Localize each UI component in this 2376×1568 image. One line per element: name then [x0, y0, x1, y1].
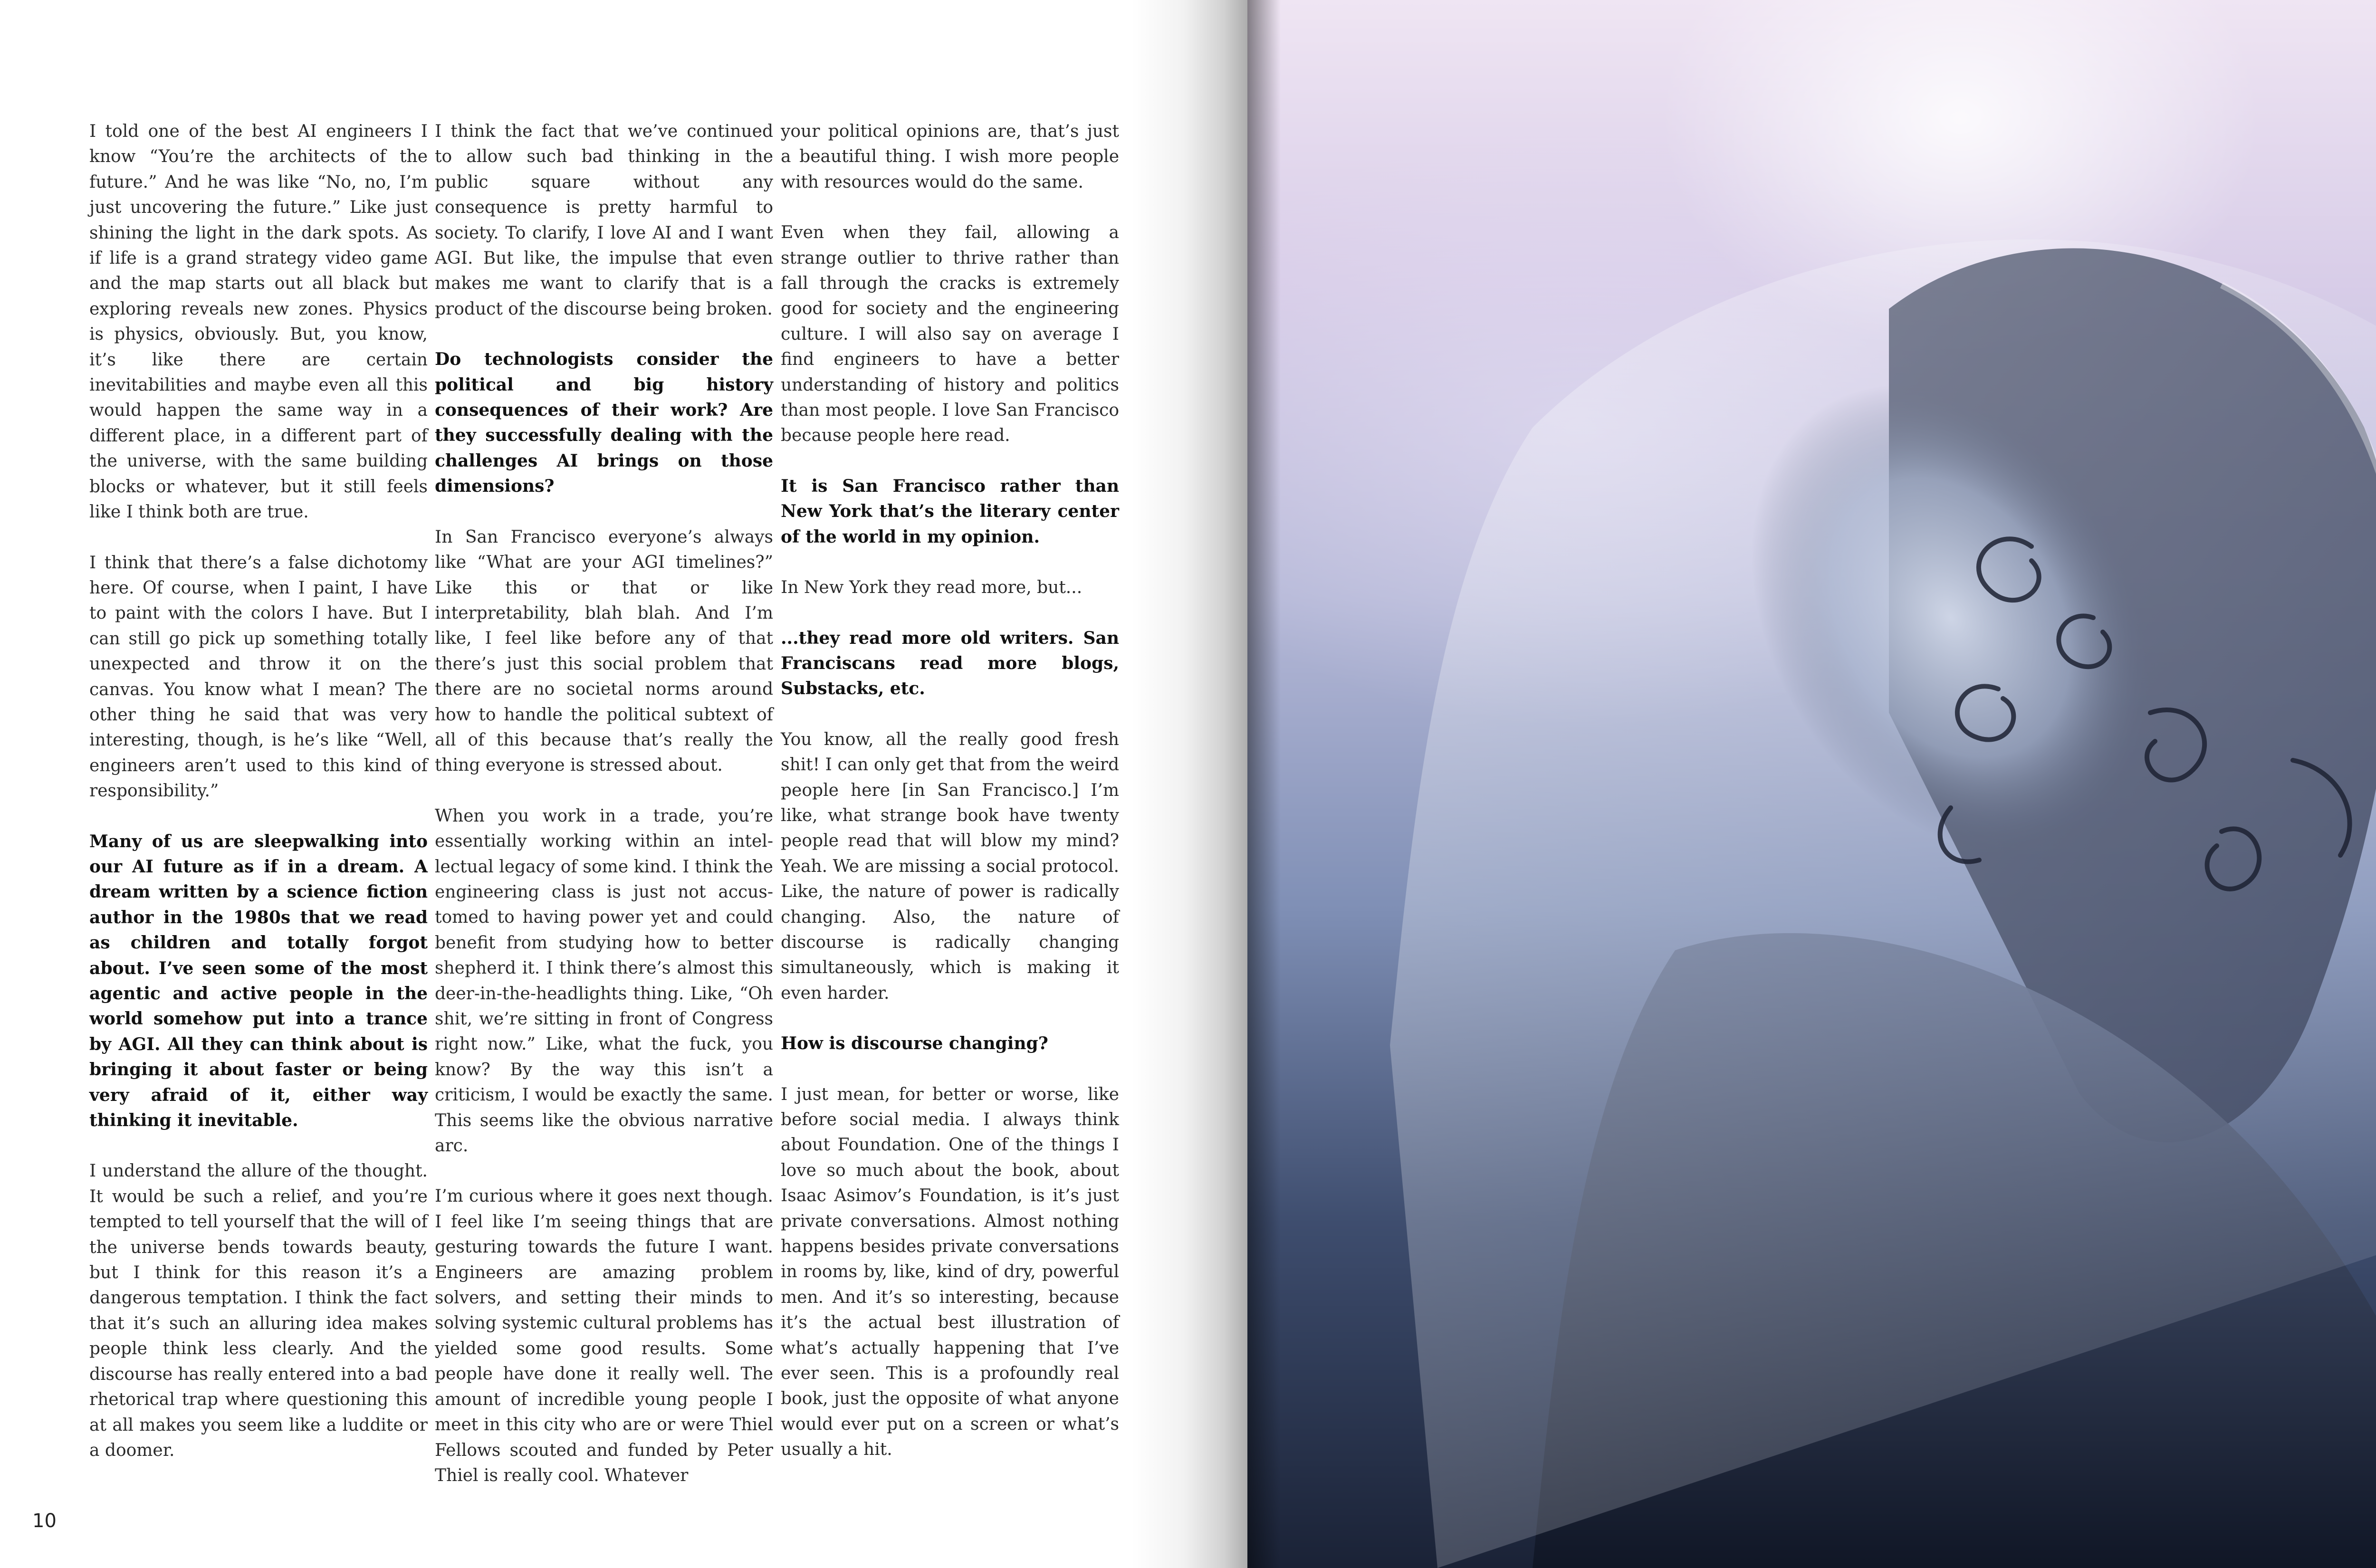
- interview-question: ...they read more old writers. San Franciscans read more blogs, Substacks, etc.: [781, 628, 1119, 699]
- interview-answer: Even when they fail, allowing a strange outlier to thrive rather than fall through the cracks is extremely good for society and the engineering culture. I will also say on average I find engineers to have a better understanding of history and politics than most people. I love San Francisco because people here read.: [781, 223, 1119, 446]
- interview-question: Do technologists consider the political and big history consequences of their work? Are they successfully dealing with the challenges AI brings on those dimensions?: [435, 349, 773, 497]
- interview-answer: I think the fact that we’ve continued to allow such bad thinking in the public square without any consequence is pretty harmful to society. To clarify, I love AI and I want AGI. But like, the impulse that even makes me want to clarify that is a product of the discourse being broken.: [435, 122, 773, 319]
- veiled-figure-photo: [1247, 0, 2376, 1568]
- interview-answer: When you work in a trade, you’re essentially working within an intellectual legacy of some kind. I think the engineering class is just not accustomed to having power yet and could benefit from studying how to better shepherd it. I think there’s almost this deer-in-the-headlights thing. Like, “Oh shit, we’re sitting in front of Congress right now.” Like, what the fuck, you know? By the way this isn’t a criticism, I would be exactly the same. This seems like the obvious narrative arc.: [435, 806, 773, 1156]
- interview-answer: I told one of the best AI engineers I know “You’re the architects of the future.” And he was like “No, no, I’m just uncovering the future.” Like just shining the light in the dark spots. As if life is a grand strategy video game and the map starts out all black but exploring reveals new zones. Physics is physics, obviously. But, you know, it’s like there are certain inevitabilities and maybe even all this would happen the same way in a different place, in a different part of the universe, with the same building blocks or whatever, but it still feels like I think both are true.: [89, 122, 428, 522]
- interview-answer: In New York they read more, but...: [781, 578, 1083, 598]
- interview-question: Many of us are sleepwalking into our AI future as if in a dream. A dream written by a science fiction author in the 1980s that we read as children and totally forgot about. I’ve seen some of the most agentic and active people in the world somehow put into a trance by AGI. All they can think about is bringing it about faster or being very afraid of it, either way thinking it inevitable.: [89, 831, 428, 1131]
- interview-answer: You know, all the really good fresh shit! I can only get that from the weird people here [in San Francisco.] I’m like, what strange book have twenty people read that will blow my mind? Yeah. We are missing a social protocol. Like, the nature of power is radically changing. Also, the nature of discourse is radically changing simultaneously, which is making it even harder.: [781, 729, 1119, 1003]
- gutter-shadow: [1131, 0, 1247, 1568]
- interview-answer: In San Francisco everyone’s always like “What are your AGI timelines?” Like this or that or like interpretability, blah blah. And I’m like, I feel like before any of that there’s just this social problem that there are no societal norms around how to handle the political subtext of all of this because that’s really the thing everyone is stressed about.: [435, 527, 773, 775]
- page-number: 10: [32, 1510, 57, 1532]
- interview-answer: I understand the allure of the thought. It would be such a relief, and you’re tempted to tell yourself that the will of the universe bends towards beauty, but I think for this reason it’s a dangerous temptation. I think the fact that it’s such an alluring idea makes people think less clearly. And the discourse has really entered into a bad rhetorical trap where questioning this at all makes you seem like a luddite or a doomer.: [89, 1161, 428, 1460]
- interview-answer: your political opinions are, that’s just a beautiful thing. I wish more people with resources would do the same.: [781, 122, 1119, 192]
- photo-page: [1247, 0, 2376, 1568]
- page-fold-shadow: [1247, 0, 1281, 1568]
- interview-answer: I’m curious where it goes next though. I feel like I’m seeing things that are gesturing towards the future I want. Engineers are amazing problem solvers, and setting their minds to solving systemic cultural problems has yielded some good results. Some people have done it really well. The amount of incredible young people I meet in this city who are or were Thiel Fellows scouted and funded by Peter Thiel is really cool. Whatever: [435, 1186, 773, 1485]
- interview-question: How is discourse changing?: [781, 1033, 1048, 1054]
- interview-question: It is San Francisco rather than New York that’s the literary center of the world in my opinion.: [781, 476, 1119, 547]
- text-column-3: [781, 119, 1119, 1488]
- text-column-2: [435, 119, 773, 1513]
- interview-answer: I think that there’s a false dichotomy here. Of course, when I paint, I have to paint with the colors I have. But I can still go pick up something totally unexpected and throw it on the canvas. You know what I mean? The other thing he said that was very interesting, though, is he’s like “Well, engineers aren’t used to this kind of responsibility.”: [89, 553, 428, 801]
- text-column-1: [89, 119, 428, 1488]
- interview-answer: I just mean, for better or worse, like before social media. I always think about Foundation. One of the things I love so much about the book, about Isaac Asimov’s Foundation, is it’s just private conversations. Almost nothing happens besides private conversations in rooms by, like, kind of dry, powerful men. And it’s so interesting, because it’s the actual best illustration of what’s actually happening that I’ve ever seen. This is a profoundly real book, just the opposite of what anyone would ever put on a screen or what’s usually a hit.: [781, 1084, 1119, 1460]
